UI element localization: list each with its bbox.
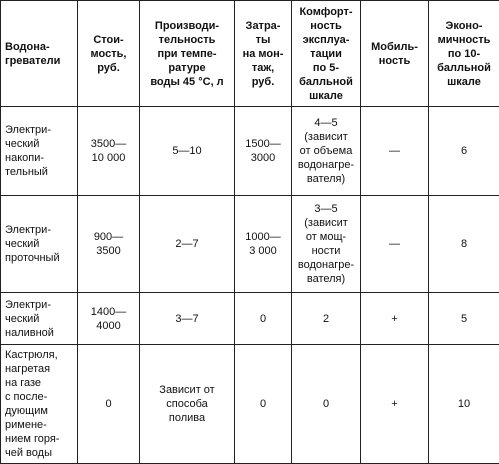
- header-economy: Эконо- мичность по 10- балльной шкале: [429, 1, 499, 107]
- row-cost: 0: [78, 345, 140, 464]
- row-name: Кастрюля, нагретая на газе с после- дующим римене- нием горя- чей воды: [1, 345, 78, 464]
- header-heaters: Водона- греватели: [1, 1, 78, 107]
- row-economy: 6: [429, 107, 499, 196]
- row-economy: 10: [429, 345, 499, 464]
- row-cost: 3500— 10 000: [78, 107, 140, 196]
- row-capacity: 3—7: [140, 293, 235, 345]
- header-install-cost: Затра- ты на мон- таж, руб.: [235, 1, 292, 107]
- row-comfort: 3—5 (зависит от мощ- ности водонагре- вателя): [292, 196, 361, 293]
- row-capacity: 2—7: [140, 196, 235, 293]
- row-capacity: 5—10: [140, 107, 235, 196]
- header-row: [1, 1, 499, 107]
- row-name: Электри- ческий проточный: [1, 196, 78, 293]
- row-name: Электри- ческий накопи- тельный: [1, 107, 78, 196]
- row-mobility: +: [361, 345, 429, 464]
- row-comfort: 0: [292, 345, 361, 464]
- table-row: [1, 107, 499, 196]
- row-mobility: —: [361, 107, 429, 196]
- row-name: Электри- ческий наливной: [1, 293, 78, 345]
- row-install-cost: 0: [235, 293, 292, 345]
- row-comfort: 2: [292, 293, 361, 345]
- row-economy: 8: [429, 196, 499, 293]
- row-install-cost: 1500— 3000: [235, 107, 292, 196]
- row-comfort: 4—5 (зависит от объема водонагре- вателя): [292, 107, 361, 196]
- header-cost: Стои- мость, руб.: [78, 1, 140, 107]
- header-capacity: Производи- тельность при темпе- ратуре воды 45 °С, л: [140, 1, 235, 107]
- header-comfort: Комфорт- ность эксплуа- тации по 5- балльной шкале: [292, 1, 361, 107]
- table-row: [1, 293, 499, 345]
- table-row: [1, 345, 499, 464]
- row-economy: 5: [429, 293, 499, 345]
- row-mobility: —: [361, 196, 429, 293]
- row-mobility: +: [361, 293, 429, 345]
- row-cost: 900— 3500: [78, 196, 140, 293]
- row-install-cost: 0: [235, 345, 292, 464]
- table-row: [1, 196, 499, 293]
- header-mobility: Мобиль- ность: [361, 1, 429, 107]
- row-install-cost: 1000— 3 000: [235, 196, 292, 293]
- row-capacity: Зависит от способа полива: [140, 345, 235, 464]
- row-cost: 1400— 4000: [78, 293, 140, 345]
